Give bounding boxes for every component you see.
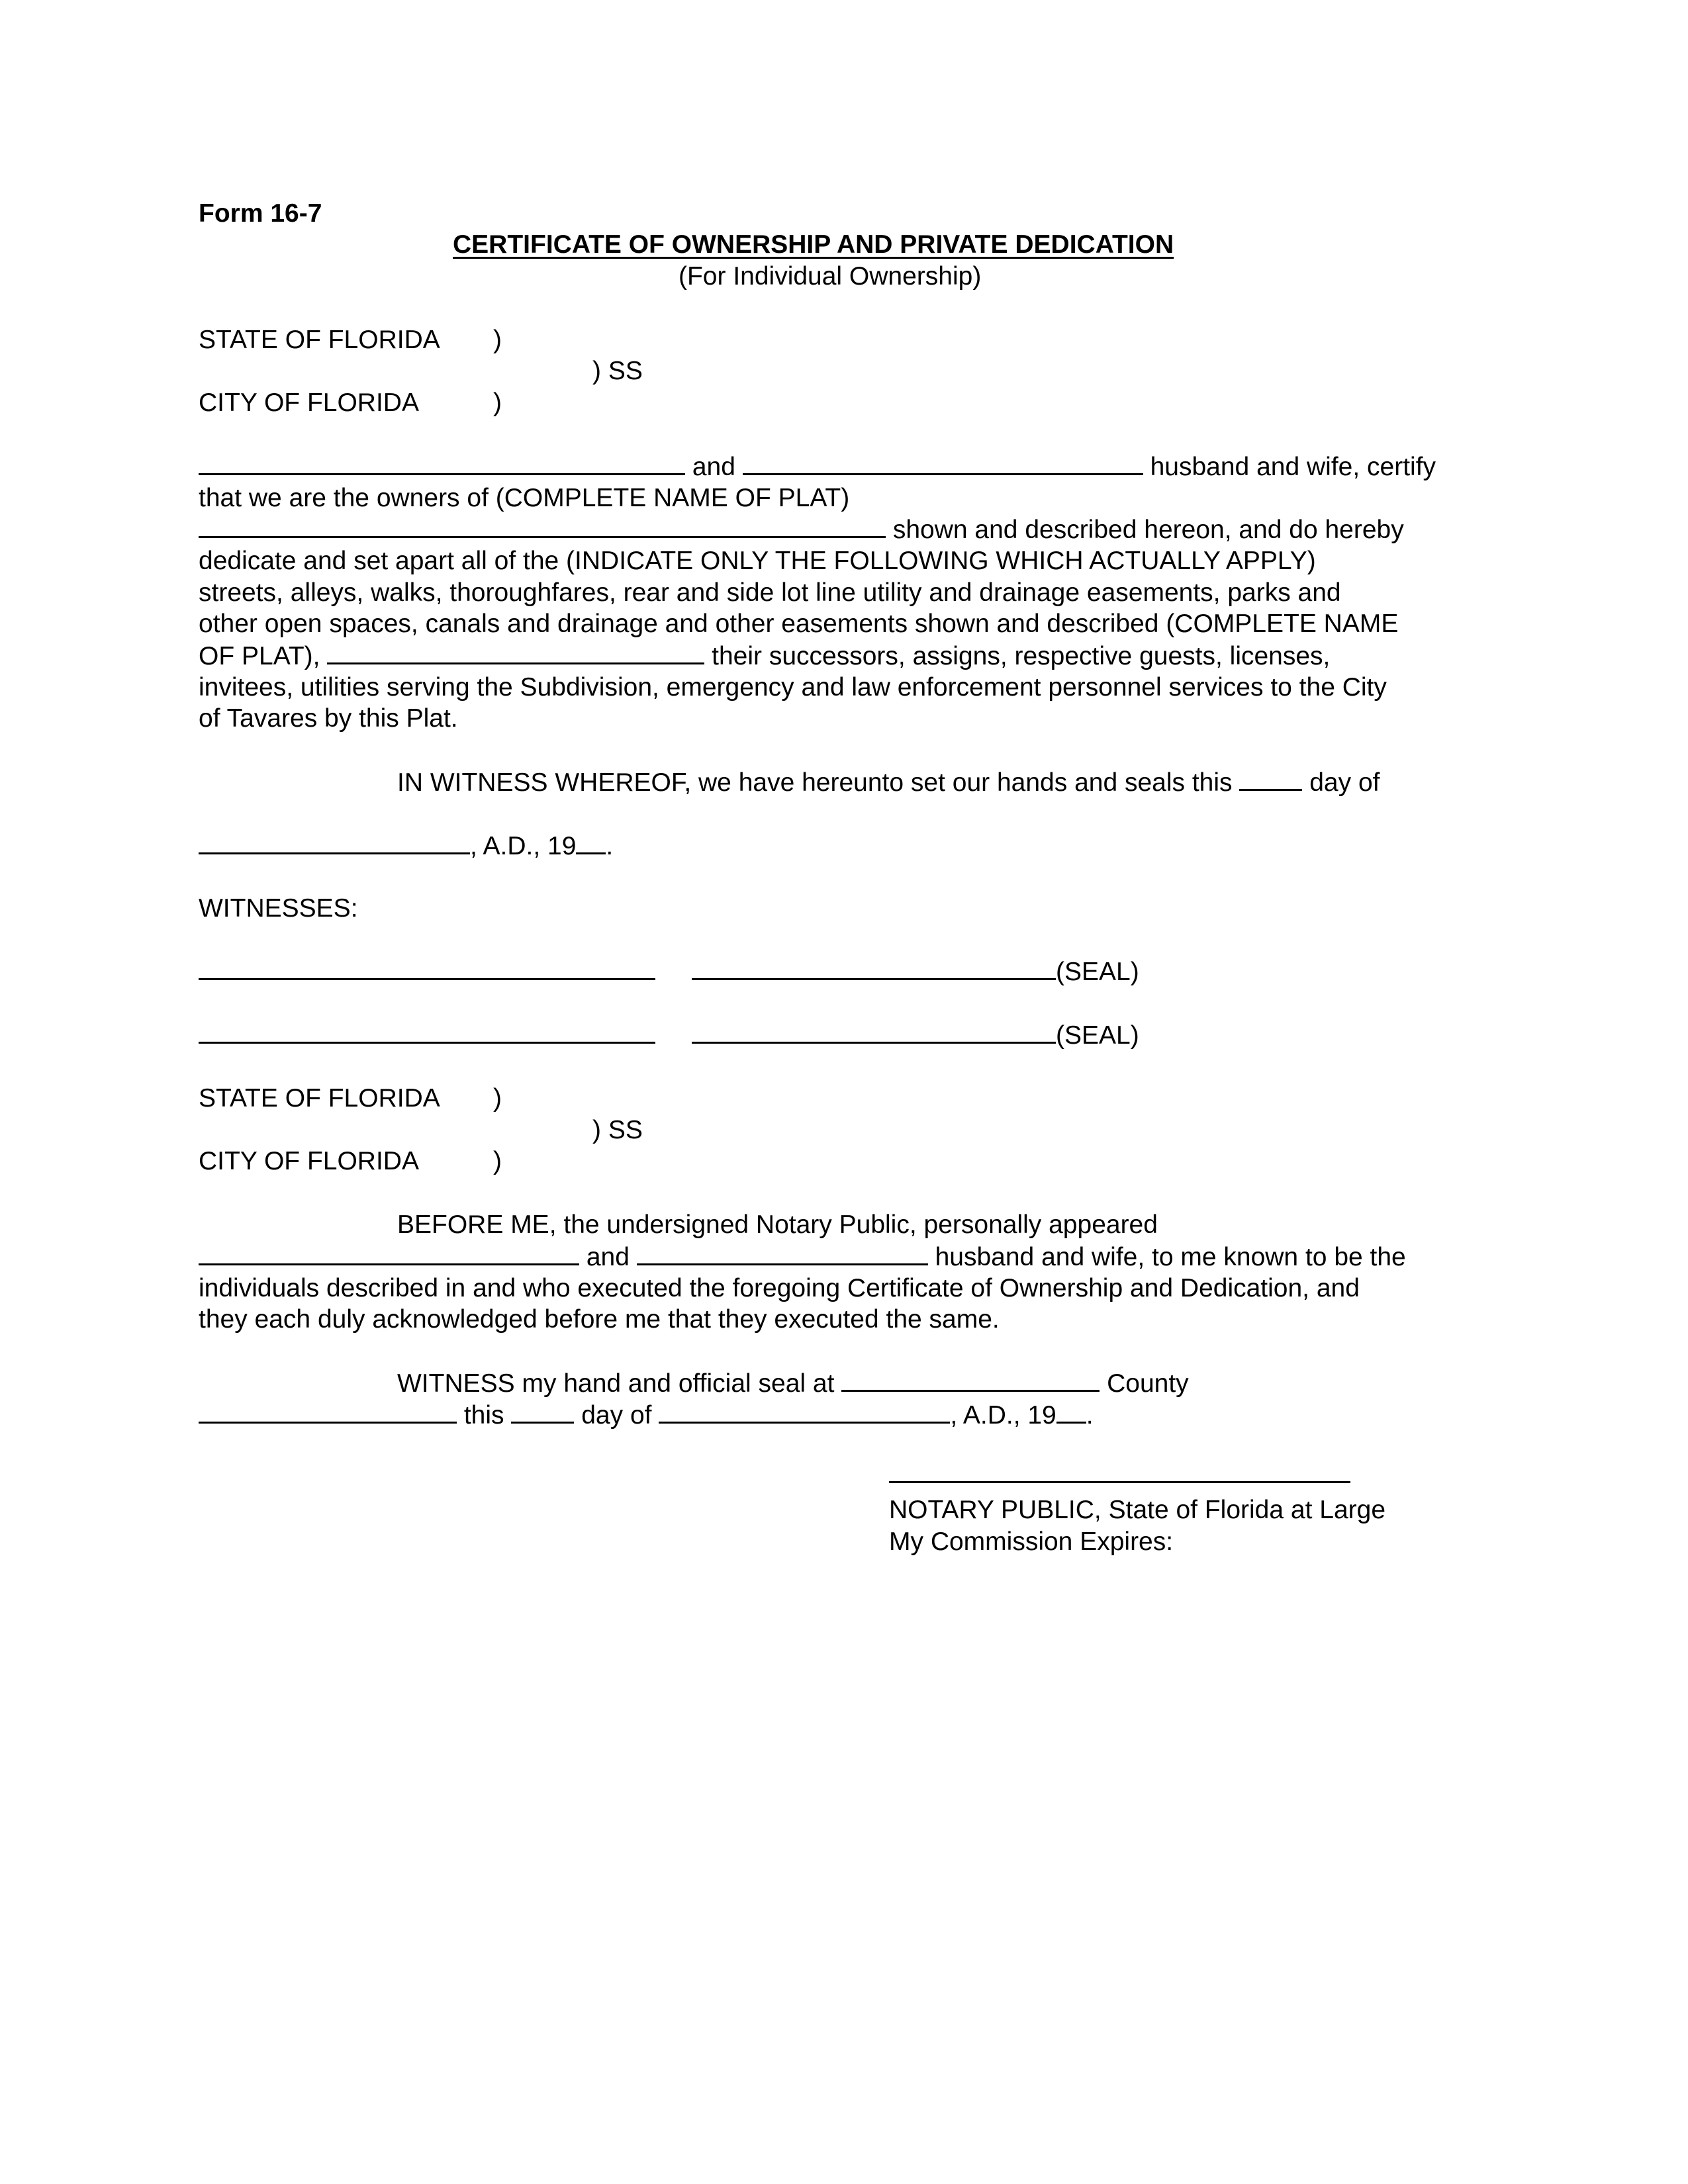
- notary-line-3: individuals described in and who executed the foregoing Certificate of Ownership and Dedication, and: [199, 1274, 1360, 1302]
- ad-text: , A.D., 19: [470, 832, 577, 860]
- husband-wife-text: husband and wife, certify: [1150, 453, 1436, 481]
- venue-paren-2: ): [493, 1084, 502, 1113]
- body-line-3-text: shown and described hereon, and do hereby: [892, 516, 1404, 544]
- county-blank-2[interactable]: [199, 1402, 457, 1424]
- this-text: this: [463, 1401, 504, 1430]
- day-blank-2[interactable]: [511, 1402, 574, 1424]
- body-line-3: [199, 516, 1404, 543]
- day-of-text: day of: [1309, 768, 1380, 797]
- plat-name-blank[interactable]: [199, 516, 886, 538]
- date-line: [199, 833, 613, 859]
- body-line-9: of Tavares by this Plat.: [199, 704, 458, 733]
- venue-city-2: CITY OF FLORIDA: [199, 1147, 419, 1175]
- county-text: County: [1107, 1369, 1189, 1398]
- month-blank-2[interactable]: [659, 1402, 950, 1424]
- venue-paren-2b: ): [493, 1147, 502, 1175]
- document-subtitle: (For Individual Ownership): [679, 262, 982, 291]
- county-blank[interactable]: [841, 1370, 1100, 1392]
- body-line-2: that we are the owners of (COMPLETE NAME OF PLAT): [199, 484, 850, 512]
- year-blank[interactable]: [576, 833, 606, 854]
- seal-line-1: [692, 958, 1139, 985]
- year-blank-2[interactable]: [1056, 1402, 1086, 1424]
- venue-city: CITY OF FLORIDA: [199, 388, 419, 417]
- plat-name-blank-2[interactable]: [327, 643, 704, 664]
- venue-ss-2: ) SS: [592, 1116, 643, 1144]
- witness-seal-line-2: [199, 1402, 1094, 1428]
- day-blank[interactable]: [1239, 769, 1302, 791]
- notary-and-text: and: [586, 1243, 630, 1271]
- body-line-7-head: OF PLAT),: [199, 642, 320, 670]
- body-line-1: [199, 453, 1436, 480]
- witness-clause-text: IN WITNESS WHEREOF, we have hereunto set our hands and seals this: [397, 768, 1233, 797]
- seal-text-1: (SEAL): [1056, 958, 1139, 986]
- owner-signature-line-1[interactable]: [692, 958, 1056, 980]
- notary-signature-line[interactable]: [889, 1481, 1350, 1483]
- period-text: .: [606, 832, 614, 860]
- notary-line-1: BEFORE ME, the undersigned Notary Public, personally appeared: [397, 1210, 1158, 1239]
- month-blank[interactable]: [199, 833, 470, 854]
- notary-public-label: NOTARY PUBLIC, State of Florida at Large: [889, 1496, 1386, 1524]
- witness-signature-line-2[interactable]: [199, 1042, 655, 1044]
- venue-paren: ): [493, 326, 502, 354]
- body-line-7: [199, 643, 1330, 669]
- body-line-8: invitees, utilities serving the Subdivision, emergency and law enforcement personnel services to the City: [199, 673, 1387, 702]
- commission-expires-label: My Commission Expires:: [889, 1527, 1174, 1556]
- witness-signature-line-1[interactable]: [199, 978, 655, 980]
- period-text-2: .: [1086, 1401, 1094, 1430]
- body-line-5: streets, alleys, walks, thoroughfares, rear and side lot line utility and drainage easements, parks and: [199, 578, 1341, 607]
- witness-seal-text: WITNESS my hand and official seal at: [397, 1369, 835, 1398]
- document-title: CERTIFICATE OF OWNERSHIP AND PRIVATE DEDICATION: [453, 230, 1174, 259]
- notary-name-blank-2[interactable]: [637, 1244, 928, 1265]
- witnesses-label: WITNESSES:: [199, 894, 358, 923]
- ad-text-2: , A.D., 19: [950, 1401, 1056, 1430]
- seal-line-2: [692, 1022, 1139, 1048]
- venue-state-2: STATE OF FLORIDA: [199, 1084, 440, 1113]
- notary-name-blank-1[interactable]: [199, 1244, 579, 1265]
- venue-paren: ): [493, 388, 502, 417]
- notary-line-4: they each duly acknowledged before me that they executed the same.: [199, 1305, 1000, 1334]
- form-number: Form 16-7: [199, 199, 322, 228]
- notary-line-2: [199, 1244, 1406, 1270]
- venue-ss: ) SS: [592, 357, 643, 385]
- owner-signature-line-2[interactable]: [692, 1022, 1056, 1044]
- owner-name-blank[interactable]: [199, 453, 685, 475]
- day-of-text-2: day of: [581, 1401, 652, 1430]
- body-line-6: other open spaces, canals and drainage and other easements shown and described (COMPLETE NAME: [199, 610, 1399, 638]
- venue-state: STATE OF FLORIDA: [199, 326, 440, 354]
- witness-clause: [397, 769, 1380, 796]
- and-text: and: [692, 453, 735, 481]
- seal-text-2: (SEAL): [1056, 1021, 1139, 1050]
- body-line-7-tail: their successors, assigns, respective guests, licenses,: [712, 642, 1331, 670]
- notary-hw-text: husband and wife, to me known to be the: [935, 1243, 1406, 1271]
- body-line-4: dedicate and set apart all of the (INDICATE ONLY THE FOLLOWING WHICH ACTUALLY APPLY): [199, 547, 1316, 575]
- witness-seal-line-1: [397, 1370, 1189, 1396]
- spouse-name-blank[interactable]: [743, 453, 1143, 475]
